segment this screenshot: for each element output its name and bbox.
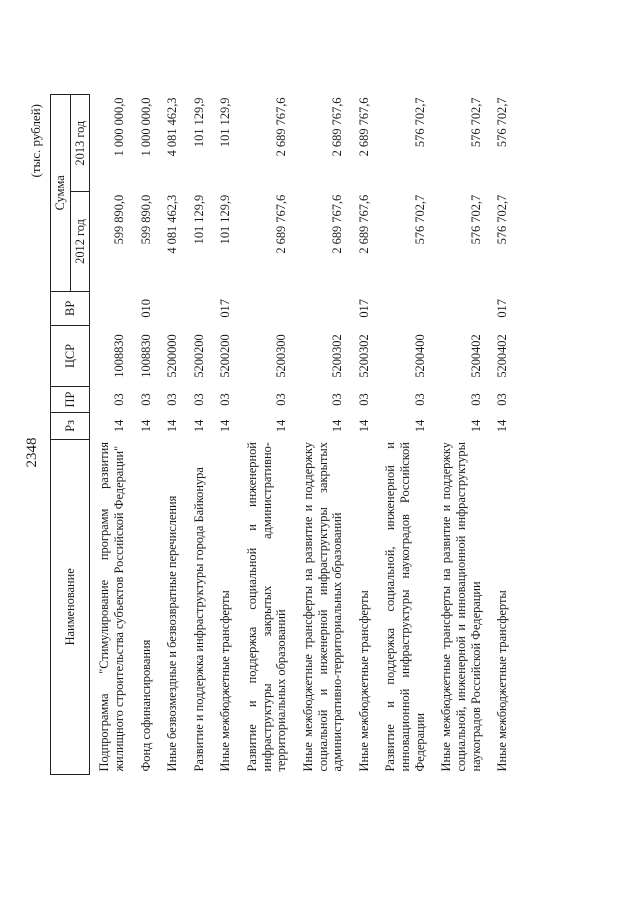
row-name: Иные межбюджетные трансферты [495,590,510,772]
header-sum: Сумма [51,95,71,292]
row-sum-2012: 599 890,0 [111,194,126,245]
budget-table [50,94,515,775]
page-number: 2348 [24,437,40,468]
row-sum-2012: 599 890,0 [138,194,153,245]
row-sum-2012: 576 702,7 [495,194,510,245]
table-row [432,95,488,775]
row-rz: 14 [138,419,153,433]
table-row [158,95,185,775]
row-name: Развитие и поддержка социальной и инженерной инфраструктуры закрытых административно-территориальных образований [245,442,289,772]
header-year-2013: 2013 год [70,95,90,192]
row-name: Иные межбюджетные трансферты [356,590,371,772]
row-rz: 14 [111,419,126,433]
row-pr: 03 [274,393,289,406]
row-pr: 03 [165,393,180,406]
header-row [51,95,71,775]
row-pr: 03 [218,393,233,406]
row-sum-2013: 101 129,9 [191,97,206,148]
row-csr: 5200302 [356,334,371,378]
header-vr: ВР [51,291,90,325]
row-csr: 1008830 [138,334,153,378]
row-name: Развитие и поддержка инфраструктуры города Байконура [191,467,206,772]
row-name: Иные межбюджетные трансферты на развитие и поддержку социальной, инженерной и инновационной инфраструктуры наукоградов Российской Федерации [439,442,483,772]
row-csr: 1008830 [111,334,126,378]
row-pr: 03 [412,393,427,406]
row-csr: 5200000 [165,334,180,378]
row-rz: 14 [191,419,206,433]
row-rz: 14 [468,419,483,433]
row-sum-2013: 2 689 767,6 [356,97,371,157]
table-row [376,95,432,775]
row-sum-2012: 576 702,7 [468,194,483,245]
row-sum-2013: 576 702,7 [495,97,510,148]
table-row [90,95,132,775]
header-name: Наименование [51,439,90,774]
row-sum-2012: 2 689 767,6 [274,194,289,254]
table-row [238,95,294,775]
header-rz: Рз [51,413,90,439]
row-vr: 017 [218,299,233,318]
row-csr: 5200400 [412,334,427,378]
row-pr: 03 [191,393,206,406]
row-sum-2013: 4 081 462,3 [165,97,180,157]
units-label: (тыс. рублей) [28,104,43,178]
row-vr: 010 [138,299,153,318]
row-pr: 03 [138,393,153,406]
row-sum-2013: 2 689 767,6 [330,97,345,157]
row-vr: 017 [356,299,371,318]
row-sum-2013: 2 689 767,6 [274,97,289,157]
row-rz: 14 [356,419,371,433]
row-csr: 5200302 [330,334,345,378]
row-pr: 03 [111,393,126,406]
row-vr [432,291,488,325]
row-sum-2013: 1 000 000,0 [138,97,153,157]
row-sum-2012: 101 129,9 [218,194,233,245]
row-name: Иные безвозмездные и безвозвратные перечисления [165,495,180,772]
table-row [294,95,350,775]
row-csr: 5200300 [274,334,289,378]
table-row [132,95,159,775]
row-vr: 017 [495,299,510,318]
row-name: Фонд софинансирования [138,639,153,772]
header-csr: ЦСР [51,326,90,387]
row-rz: 14 [495,419,510,433]
row-sum-2013: 576 702,7 [468,97,483,148]
table-row [211,95,238,775]
row-vr [238,291,294,325]
row-rz: 14 [330,419,345,433]
row-sum-2012: 2 689 767,6 [330,194,345,254]
row-pr: 03 [330,393,345,406]
row-sum-2012: 576 702,7 [412,194,427,245]
row-csr: 5200402 [468,334,483,378]
row-sum-2013: 576 702,7 [412,97,427,148]
row-pr: 03 [356,393,371,406]
row-vr [90,291,132,325]
row-name: Иные межбюджетные трансферты [218,590,233,772]
row-rz: 14 [274,419,289,433]
row-csr: 5200200 [191,334,206,378]
row-sum-2013: 101 129,9 [218,97,233,148]
row-name: Иные межбюджетные трансферты на развитие и поддержку социальной и инженерной инфраструктуры закрытых административно-территориальных образований [300,442,345,772]
row-csr: 5200402 [495,334,510,378]
header-pr: ПР [51,386,90,412]
row-vr [294,291,350,325]
table-row [185,95,212,775]
row-sum-2013: 1 000 000,0 [111,97,126,157]
row-rz: 14 [218,419,233,433]
row-sum-2012: 2 689 767,6 [356,194,371,254]
row-rz: 14 [165,419,180,433]
row-rz: 14 [412,419,427,433]
row-pr: 03 [468,393,483,406]
row-sum-2012: 101 129,9 [191,194,206,245]
row-vr [185,291,212,325]
table-row [488,95,515,775]
row-vr [158,291,185,325]
row-name: Развитие и поддержка социальной, инженерной и инновационной инфраструктуры наукоградов Российской Федерации [383,442,427,772]
row-pr: 03 [495,393,510,406]
row-name: Подпрограмма "Стимулирование программ развития жилищного строительства субъектов Российской Федерации" [97,442,126,772]
table-body [90,95,515,775]
header-year-2012: 2012 год [70,192,90,291]
row-csr: 5200200 [218,334,233,378]
table-row [350,95,377,775]
row-sum-2012: 4 081 462,3 [165,194,180,254]
row-vr [376,291,432,325]
